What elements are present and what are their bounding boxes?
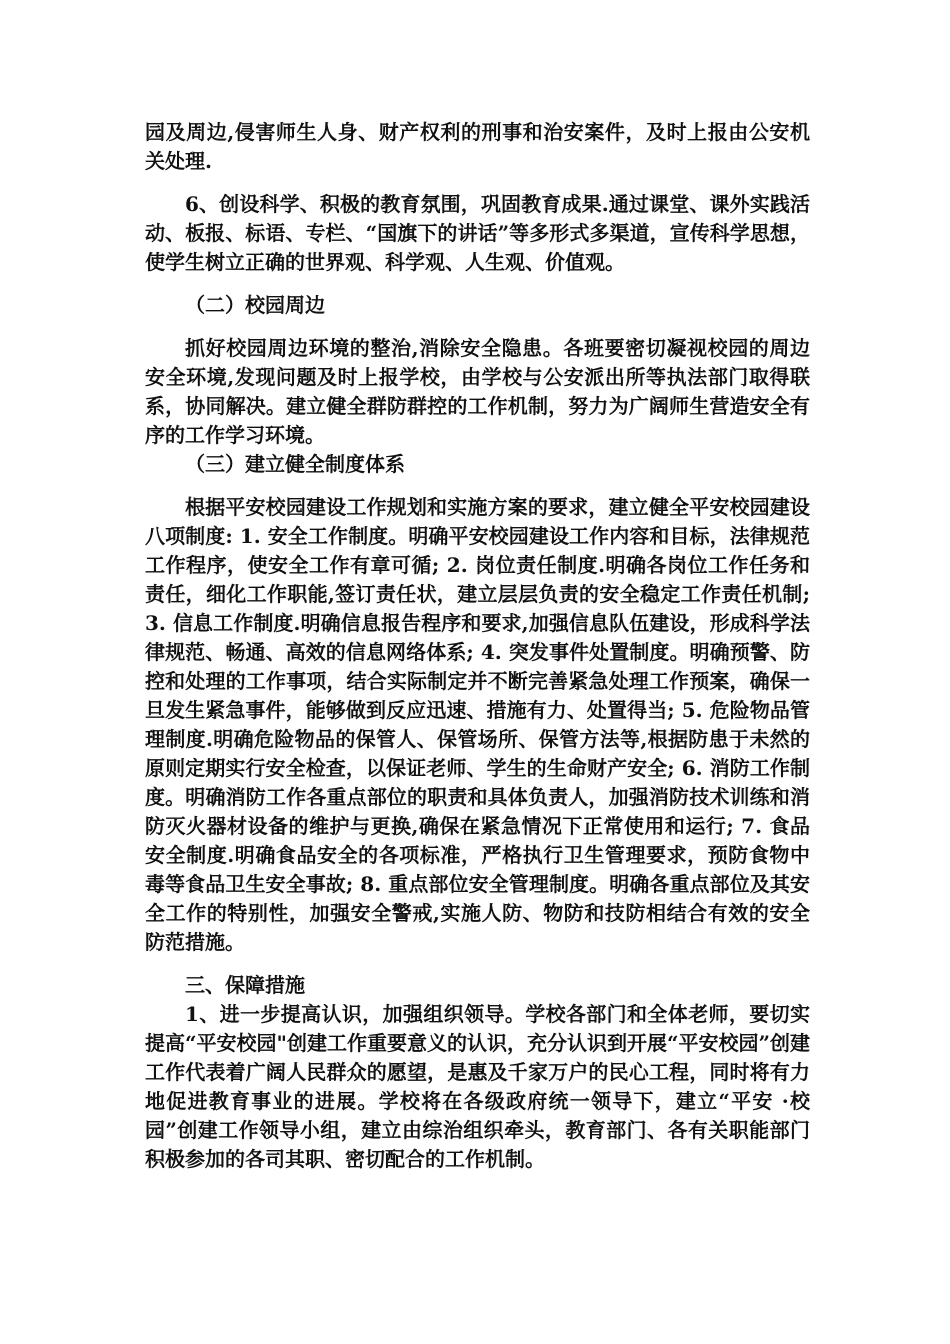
paragraph-system: 根据平安校园建设工作规划和实施方案的要求，建立健全平安校园建设八项制度: 1. 安全工作制度。明确平安校园建设工作内容和目标，法律规范工作程序，使安全工作有章可循; 2. 岗位责任制度.明确各岗位工作任务和责任，细化工作职能,签订责任状，建立层层负责的安全稳定工作责任机制; 3. 信息工作制度.明确信息报告程序和要求,加强信息队伍建设，形成科学法律规范、畅通、高效的信息网络体系; 4. 突发事件处置制度。明确预警、防控和处理的工作事项，结合实际制定并不断完善紧急处理工作预案，确保一旦发生紧急事件，能够做到反应迅速、措施有力、处置得当; 5. 危险物品管理制度.明确危险物品的保管人、保管场所、保管方法等,根据防患于未然的原则定期实行安全检查，以保证老师、学生的生命财产安全; 6. 消防工作制度。明确消防工作各重点部位的职责和具体负责人，加强消防技术训练和消防灭火器材设备的维护与更换,确保在紧急情况下正常使用和运行; 7. 食品安全制度.明确食品安全的各项标准，严格执行卫生管理要求，预防食物中毒等食品卫生安全事故; 8. 重点部位安全管理制度。明确各重点部位及其安全工作的特别性，加强安全警戒,实施人防、物防和技防相结合有效的安全防范措施。 bbox=[145, 495, 810, 954]
section-heading-3: （三）建立健全制度体系 bbox=[185, 452, 405, 476]
paragraph-measure-1: 1、进一步提高认识，加强组织领导。学校各部门和全体老师，要切实提高“平安校园"创建工作重要意义的认识，充分认识到开展“平安校园”创建工作代表着广阔人民群众的愿望，是惠及千家万户的民心工程，同时将有力地促进教育事业的进展。学校将在各级政府统一领导下，建立“平安 ·校园”创建工作领导小组，建立由综治组织牵头，教育部门、各有关职能部门积极参加的各司其职、密切配合的工作机制。 bbox=[145, 1002, 810, 1171]
paragraph-campus-surroundings: 抓好校园周边环境的整治,消除安全隐患。各班要密切凝视校园的周边安全环境,发现问题及时上报学校，由学校与公安派出所等执法部门取得联系，协同解决。建立健全群防群控的工作机制，努力为广阔师生营造安全有序的工作学习环境。 bbox=[145, 336, 810, 447]
paragraph-continuation: 园及周边,侵害师生人身、财产权利的刑事和治安案件，及时上报由公安机关处理. bbox=[145, 120, 810, 173]
paragraph-item-6: 6、创设科学、积极的教育氛围，巩固教育成果.通过课堂、课外实践活动、板报、标语、专栏、“国旗下的讲话”等多形式多渠道，宣传科学思想，使学生树立正确的世界观、科学观、人生观、价值观。 bbox=[145, 192, 810, 274]
section-heading-three: 三、保障措施 bbox=[185, 973, 305, 997]
document-page bbox=[145, 118, 810, 1174]
section-heading-2: （二）校园周边 bbox=[185, 293, 325, 317]
